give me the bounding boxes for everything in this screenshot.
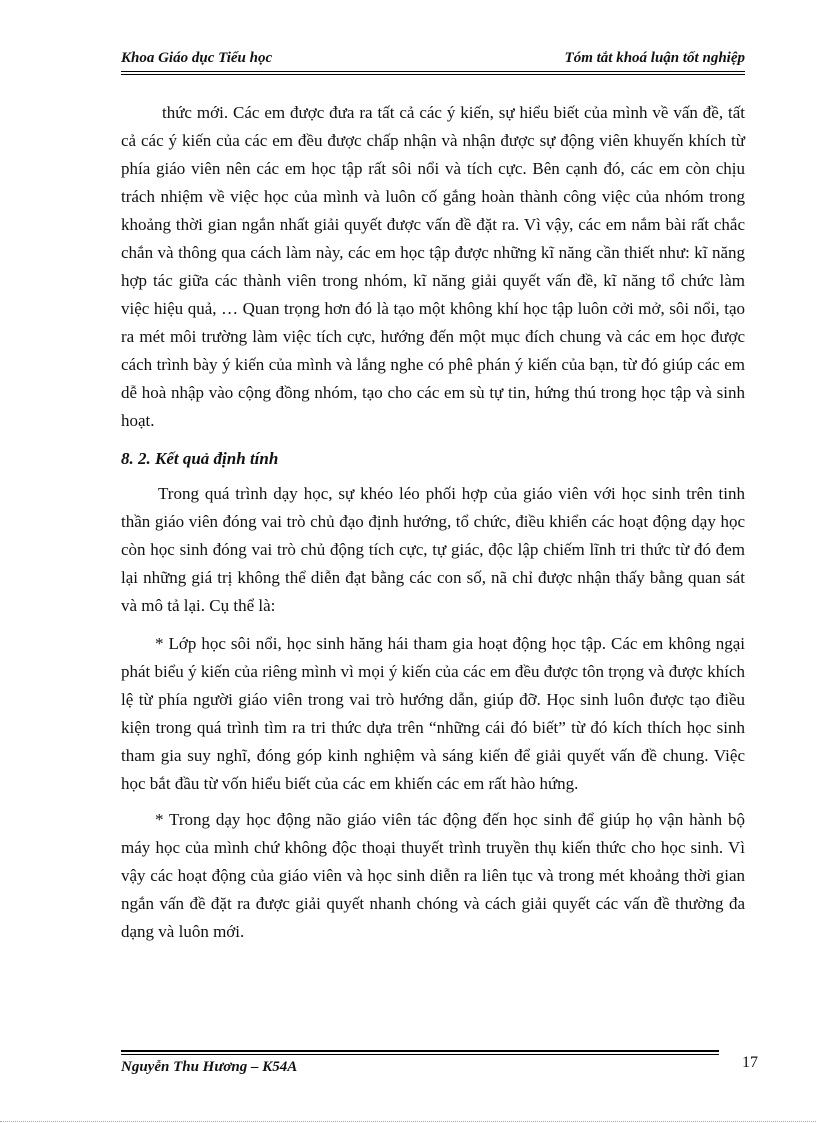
paragraph-continuation: thức mới. Các em được đưa ra tất cả các ý kiến, sự hiểu biết của mình về vấn đề, tất cả các ý kiến của các em đều được chấp nhận và nhận được sự động viên khuyến khích từ phía giáo viên nên các em học tập rất sôi nổi và tích cực. Bên cạnh đó, các em còn chịu trách nhiệm về việc học của mình và luôn cố gắng hoàn thành công việc của nhóm trong khoảng thời gian ngắn nhất giải quyết được vấn đề đặt ra. Vì vậy, các em nắm bài rất chắc chắn và thông qua cách làm này, các em học tập được những kĩ năng cần thiết như: kĩ năng hợp tác giữa các thành viên trong nhóm, kĩ năng giải quyết vấn đề, kĩ năng tổ chức làm việc hiệu quả, … Quan trọng hơn đó là tạo một không khí học tập luôn cởi mở, sôi nổi, tạo ra mét môi trường làm việc tích cực, hướng đến một mục đích chung và các em học được cách trình bày ý kiến của mình và lắng nghe có phê phán ý kiến của bạn, từ đó giúp các em dễ hoà nhập vào cộng đồng nhóm, tạo cho các em sù tự tin, hứng thú trong học tập và sinh hoạt. (121, 103, 745, 430)
footer-rule-bottom (121, 1054, 719, 1055)
paragraph-gap (121, 798, 745, 806)
paragraph-gap (121, 620, 745, 630)
header-document-title: Tóm tắt khoá luận tốt nghiệp (564, 50, 745, 66)
paragraph-qualitative-results: Trong quá trình dạy học, sự khéo léo phối hợp của giáo viên với học sinh trên tinh thần giáo viên đóng vai trò chủ đạo định hướng, tổ chức, điều khiển các hoạt động dạy học còn học sinh đóng vai trò chủ động tích cực, tự giác, độc lập chiếm lĩnh tri thức từ đó đem lại những giá trị không thể diễn đạt bằng các con số, nã chỉ được nhận thấy bằng quan sát và mô tả lại. Cụ thể là: (121, 484, 745, 615)
footer-author: Nguyễn Thu Hương – K54A (121, 1059, 298, 1075)
bullet-paragraph-active-class: * Lớp học sôi nổi, học sinh hăng hái tham gia hoạt động học tập. Các em không ngại phát biểu ý kiến của riêng mình vì mọi ý kiến của các em đều được tôn trọng và được khích lệ từ phía người giáo viên trong vai trò hướng dẫn, giúp đỡ. Học sinh luôn được tạo điều kiện trong quá trình tìm ra tri thức dựa trên “những cái đó biết” từ đó kích thích học sinh tham gia suy nghĩ, đóng góp kinh nghiệm và sáng kiến để giải quyết vấn đề chung. Việc học bắt đầu từ vốn hiểu biết của các em khiến các em rất hào hứng. (121, 634, 745, 793)
page-number: 17 (742, 1054, 758, 1071)
page-header (121, 46, 745, 70)
header-faculty: Khoa Giáo dục Tiểu học (121, 50, 273, 66)
header-rule-bottom (121, 74, 745, 75)
page-bottom-dotted-border (0, 1121, 816, 1122)
bullet-paragraph-brainstorming: * Trong dạy học động não giáo viên tác động đến học sinh để giúp họ vận hành bộ máy học của mình chứ không độc thoại thuyết trình truyền thụ kiến thức cho học sinh. Vì vậy các hoạt động của giáo viên và học sinh diễn ra liên tục và trong mét khoảng thời gian ngắn vấn đề đặt ra được giải quyết nhanh chóng và cách giải quyết các vấn đề thường đa dạng và luôn mới. (121, 810, 745, 941)
header-rule-top (121, 71, 745, 72)
footer-rule-top (121, 1050, 719, 1052)
section-heading: 8. 2. Kết quả định tính (121, 449, 279, 468)
page-content (121, 99, 745, 946)
